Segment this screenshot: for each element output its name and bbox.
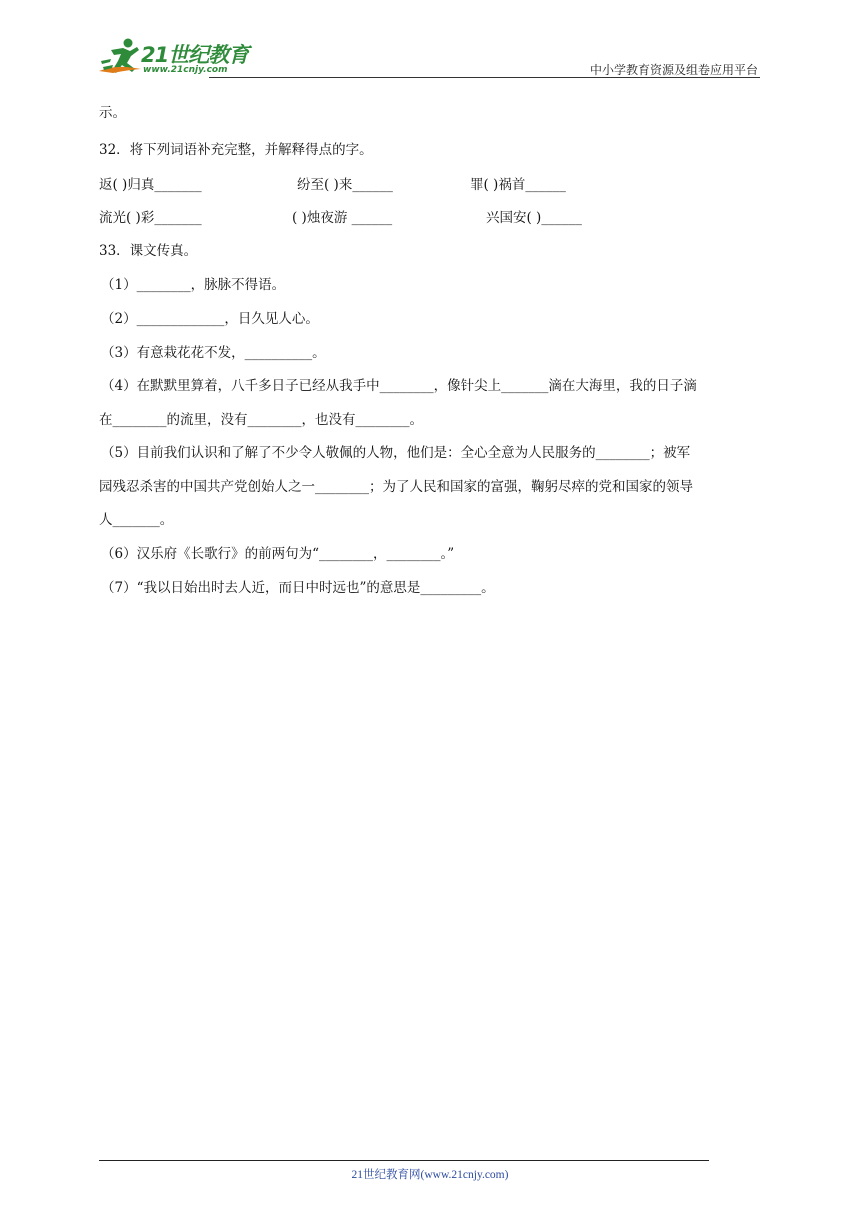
question-33-item-continued[interactable]: 在________的流里，没有________，也没有________。 xyxy=(99,412,423,428)
header-divider xyxy=(209,77,760,78)
fill-blank-word[interactable]: 罪( )祸首______ xyxy=(470,177,566,193)
question-33-item[interactable]: （6）汉乐府《长歌行》的前两句为“________，________。” xyxy=(101,546,455,562)
fill-blank-word[interactable]: 返( )归真_______ xyxy=(99,177,202,193)
logo-url: www.21cnjy.com xyxy=(143,65,228,75)
logo-title: 21世纪教育 xyxy=(141,43,249,67)
continued-text: 示。 xyxy=(99,105,126,121)
footer-link[interactable]: 21世纪教育网(www.21cnjy.com) xyxy=(351,1169,509,1181)
question-33-item[interactable]: （4）在默默里算着，八千多日子已经从我手中________，像针尖上_______滴在大海里，我的日子滴 xyxy=(101,378,697,394)
footer-divider xyxy=(99,1160,709,1161)
site-logo[interactable] xyxy=(97,36,257,78)
question-33-item[interactable]: （3）有意栽花花不发，__________。 xyxy=(101,345,326,361)
fill-blank-word[interactable]: 流光( )彩_______ xyxy=(99,210,202,226)
fill-blank-word[interactable]: 纷至( )来______ xyxy=(297,177,393,193)
fill-blank-word[interactable]: 兴国安( )______ xyxy=(486,210,582,226)
question-33-item[interactable]: （5）目前我们认识和了解了不少令人敬佩的人物，他们是：全心全意为人民服务的________；被军 xyxy=(101,445,691,461)
question-33-item[interactable]: （1）________，脉脉不得语。 xyxy=(101,277,286,293)
platform-slogan: 中小学教育资源及组卷应用平台 xyxy=(589,63,758,77)
question-32-title: 32．将下列词语补充完整，并解释得点的字。 xyxy=(99,142,373,158)
question-33-item[interactable]: （7）“我以日始出时去人近，而日中时远也”的意思是_________。 xyxy=(101,580,495,596)
page-header xyxy=(97,30,760,78)
question-33-item[interactable]: （2）_____________，日久见人心。 xyxy=(101,311,319,327)
question-33-item-continued[interactable]: 人_______。 xyxy=(99,512,174,528)
question-33-item-continued[interactable]: 园残忍杀害的中国共产党创始人之一________；为了人民和国家的富强，鞠躬尽瘁的党和国家的领导 xyxy=(99,479,693,495)
question-33-title: 33．课文传真。 xyxy=(99,243,198,259)
fill-blank-word[interactable]: ( )烛夜游 ______ xyxy=(292,210,393,226)
